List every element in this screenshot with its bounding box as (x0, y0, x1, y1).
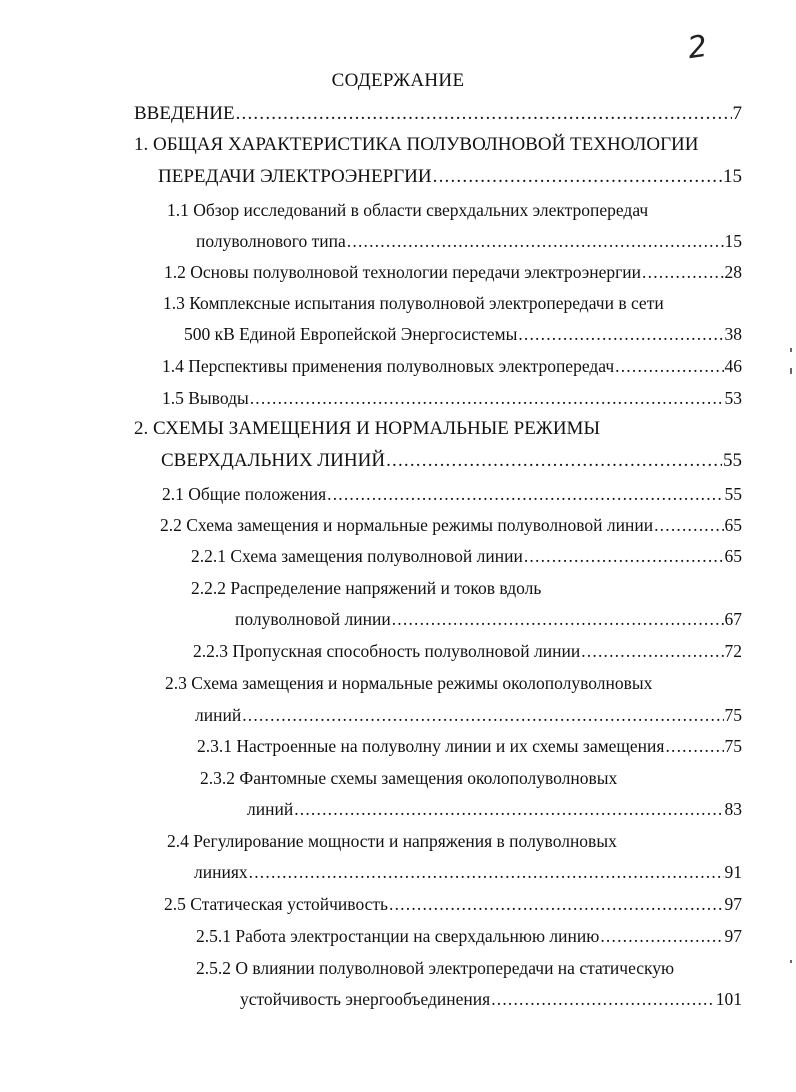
toc-entry (193, 640, 742, 662)
toc-entry (164, 893, 742, 915)
entry-title: 2.3.2 Фантомные схемы замещения околополуволновых (200, 768, 618, 788)
toc-entry (196, 957, 674, 979)
dot-leader (433, 166, 722, 188)
toc-entry (134, 103, 742, 125)
dot-leader (518, 323, 723, 345)
entry-page: 15 (724, 231, 742, 251)
entry-title: 2.1 Общие положения (162, 484, 327, 504)
dot-leader (654, 514, 723, 536)
dot-leader (249, 861, 724, 883)
entry-title: полуволнового типа (196, 231, 346, 251)
toc-entry (162, 355, 742, 377)
toc-entry (162, 483, 742, 505)
dot-leader (389, 893, 723, 915)
entry-title: ПЕРЕДАЧИ ЭЛЕКТРОЭНЕРГИИ (158, 166, 432, 187)
entry-title: 2.2.3 Пропускная способность полуволновой линии (193, 641, 581, 661)
dot-leader (665, 735, 723, 757)
scan-speck (790, 368, 792, 374)
toc-entry (240, 988, 742, 1010)
entry-title: устойчивость энергообъединения (240, 989, 491, 1009)
entry-title: 2.2.2 Распределение напряжений и токов вдоль (191, 578, 542, 598)
entry-page: 46 (724, 356, 742, 376)
entry-page: 7 (732, 103, 742, 124)
scan-speck (790, 348, 792, 352)
dot-leader (581, 640, 723, 662)
entry-page: 53 (724, 388, 742, 408)
toc-entry (196, 230, 742, 252)
dot-leader (392, 608, 724, 630)
entry-page: 72 (724, 641, 742, 661)
toc-entry (194, 861, 742, 883)
toc-entry (163, 292, 664, 314)
entry-title: 500 кВ Единой Европейской Энергосистемы (184, 324, 518, 344)
dot-leader (242, 704, 723, 726)
entry-title: 2.2.1 Схема замещения полуволновой линии (191, 546, 523, 566)
toc-entry (196, 925, 742, 947)
dot-leader (327, 483, 723, 505)
toc-entry (164, 261, 742, 283)
entry-title: 1.3 Комплексные испытания полуволновой электропередачи в сети (163, 293, 664, 313)
toc-entry (191, 577, 541, 599)
entry-title: 2.3 Схема замещения и нормальные режимы околополуволновых (165, 673, 653, 693)
entry-page: 67 (724, 609, 742, 629)
entry-page: 55 (724, 484, 742, 504)
entry-page: 91 (724, 862, 742, 882)
entry-page: 75 (724, 705, 742, 725)
dot-leader (294, 798, 723, 820)
toc-entry (235, 608, 742, 630)
entry-title: 2.3.1 Настроенные на полуволну линии и их схемы замещения (197, 736, 665, 756)
entry-title: 2.2 Схема замещения и нормальные режимы полуволновой линии (160, 515, 654, 535)
toc-entry (134, 418, 600, 440)
entry-title: 2.5 Статическая устойчивость (164, 894, 389, 914)
dot-leader (524, 545, 724, 567)
entry-page: 28 (724, 262, 742, 282)
toc-entry (162, 387, 742, 409)
entry-title: линий (195, 705, 242, 725)
entry-title: 2.4 Регулирование мощности и напряжения в полуволновых (167, 831, 617, 851)
entry-title: 1. ОБЩАЯ ХАРАКТЕРИСТИКА ПОЛУВОЛНОВОЙ ТЕХНОЛОГИИ (134, 134, 699, 155)
dot-leader (347, 230, 724, 252)
dot-leader (250, 387, 724, 409)
entry-title: СВЕРХДАЛЬНИХ ЛИНИЙ (161, 450, 386, 471)
toc-entry (195, 704, 742, 726)
entry-page: 65 (724, 515, 742, 535)
toc-entry (134, 134, 699, 156)
dot-leader (642, 261, 723, 283)
dot-leader (236, 103, 732, 125)
entry-title: 1.2 Основы полуволновой технологии передачи электроэнергии (164, 262, 642, 282)
entry-title: 2. СХЕМЫ ЗАМЕЩЕНИЯ И НОРМАЛЬНЫЕ РЕЖИМЫ (134, 418, 601, 439)
toc-entry (165, 672, 652, 694)
entry-title: 1.1 Обзор исследований в области сверхдальних электропередач (167, 200, 649, 220)
entry-title: 1.4 Перспективы применения полуволновых электропередач (162, 356, 615, 376)
entry-title: полуволновой линии (235, 609, 391, 629)
entry-page: 65 (724, 546, 742, 566)
dot-leader (615, 355, 723, 377)
entry-page: 75 (724, 736, 742, 756)
dot-leader (491, 988, 715, 1010)
toc-entry (158, 166, 742, 188)
toc-entry (160, 514, 742, 536)
entry-title: линиях (194, 862, 248, 882)
toc-entry (191, 545, 742, 567)
entry-title: 1.5 Выводы (162, 388, 249, 408)
entry-title: линий (247, 799, 294, 819)
toc-entry (200, 767, 617, 789)
entry-page: 55 (723, 450, 742, 471)
handwritten-page-number: 2 (685, 28, 710, 67)
toc-entry (167, 830, 617, 852)
toc-entry (197, 735, 742, 757)
entry-page: 97 (724, 926, 742, 946)
toc-heading: СОДЕРЖАНИЕ (331, 70, 465, 91)
scan-speck (790, 960, 792, 963)
entry-title: 2.5.1 Работа электростанции на сверхдальнюю линию (196, 926, 600, 946)
entry-page: 15 (723, 166, 742, 187)
entry-title: 2.5.2 О влиянии полуволновой электропередачи на статическую (196, 958, 675, 978)
entry-page: 97 (724, 894, 742, 914)
toc-entry (161, 450, 742, 472)
entry-page: 38 (724, 324, 742, 344)
dot-leader (386, 450, 722, 472)
toc-entry (184, 323, 742, 345)
entry-page: 83 (724, 799, 742, 819)
entry-page: 101 (715, 989, 742, 1009)
dot-leader (600, 925, 723, 947)
toc-entry (167, 199, 648, 221)
toc-entry (247, 798, 742, 820)
entry-title: ВВЕДЕНИЕ (134, 103, 235, 124)
